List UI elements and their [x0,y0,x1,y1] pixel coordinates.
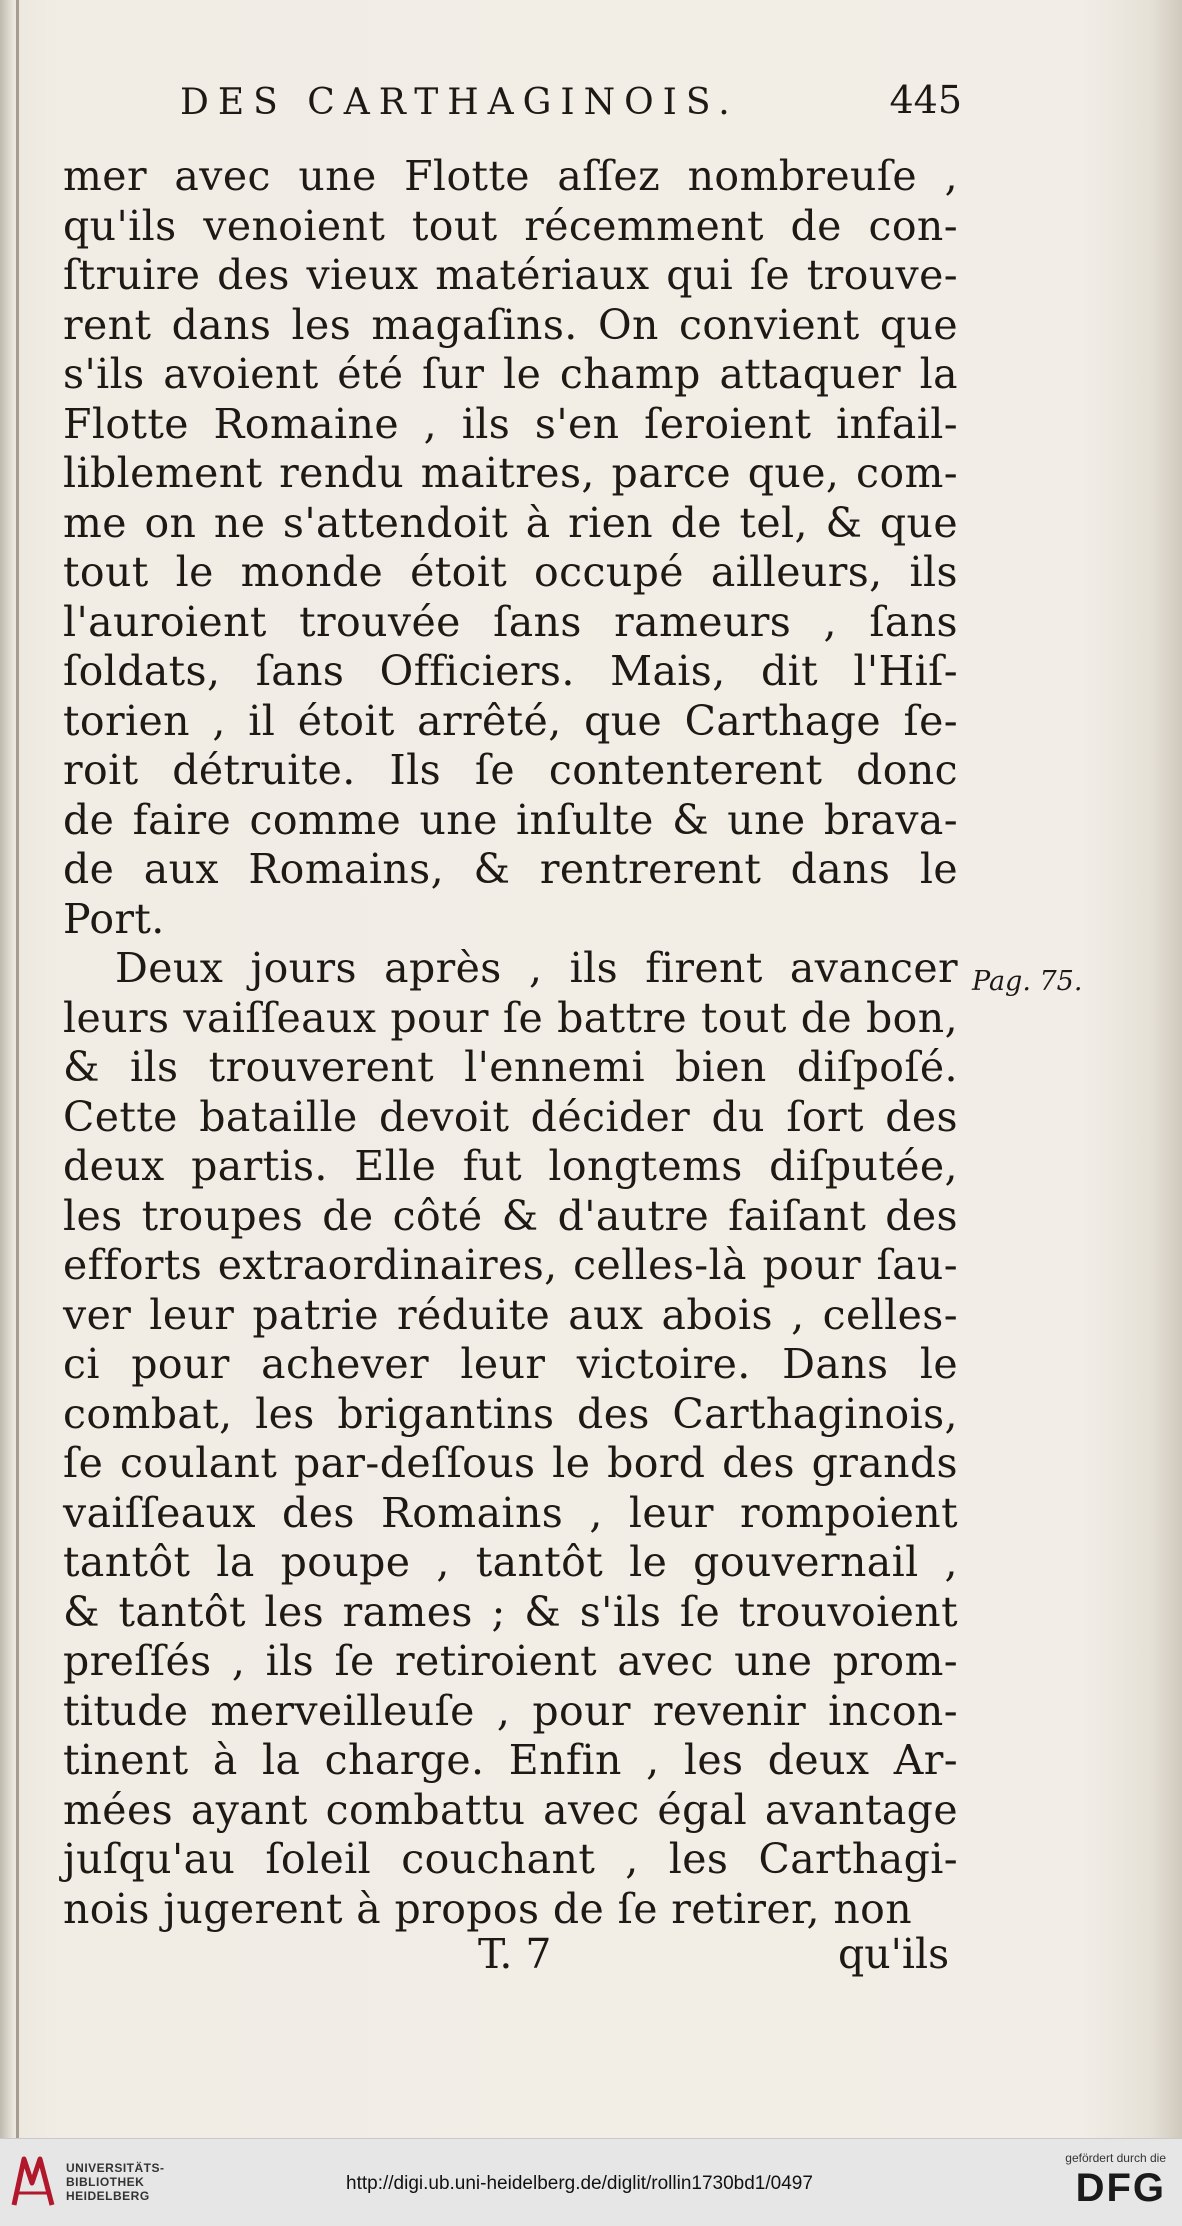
text-line: juſqu'au ſoleil couchant , les Carthagi- [63,1835,958,1883]
text-line: efforts extraordinaires, celles-là pour ſau- [63,1241,958,1289]
text-line: mées ayant combattu avec égal avantage [63,1785,958,1834]
text-line: Deux jours après , ils firent avancer [115,944,958,992]
text-body [63,152,958,1934]
text-line: titude merveilleuſe , pour revenir incon- [63,1686,958,1735]
text-line: & tantôt les rames ; & s'ils ſe trouvoient [63,1587,958,1636]
institution-line-3: HEIDELBERG [66,2189,150,2203]
text-line: ci pour achever leur victoire. Dans le [63,1340,958,1388]
text-line: ver leur patrie réduite aux abois , celles- [63,1290,958,1339]
university-seal-icon [10,2153,56,2211]
text-line: deux partis. Elle fut longtems diſputée, [63,1142,958,1190]
text-line: ſe coulant par-deſſous le bord des grands [63,1439,958,1487]
text-line: mer avec une Flotte aſſez nombreuſe , [63,152,958,200]
permalink[interactable]: http://digi.ub.uni-heidelberg.de/diglit/rollin1730bd1/0497 [346,2173,813,2194]
text-line: l'auroient trouvée ſans rameurs , ſans [63,597,958,646]
running-title: DES CARTHAGINOIS. [180,82,739,123]
institution-line-2: BIBLIOTHEK [66,2175,145,2189]
text-line: nois jugerent à propos de ſe retirer, non [63,1884,913,1933]
text-line: vaiſſeaux des Romains , leur rompoient [63,1488,958,1537]
signature-mark: T. 7 [478,1930,552,1978]
text-line: liblement rendu maitres, parce que, com- [63,449,958,497]
text-line: Cette bataille devoit décider du ſort des [63,1092,958,1141]
funding-notice [1036,2151,1166,2211]
text-line: me on ne s'attendoit à rien de tel, & que [63,498,958,547]
page-binding-edge [16,0,19,2138]
institution-name [66,2161,165,2203]
text-line: de faire comme une inſulte & une brava- [63,795,958,844]
text-line: qu'ils venoient tout récemment de con- [63,201,958,250]
running-head [180,78,980,138]
funding-text: gefördert durch die [1065,2151,1166,2165]
institution-line-1: UNIVERSITÄTS- [66,2161,165,2175]
text-line: tout le monde étoit occupé ailleurs, ils [63,548,958,596]
catch-line [0,1930,1182,1990]
text-line: de aux Romains, & rentrerent dans le [63,845,958,893]
text-line: s'ils avoient été ſur le champ attaquer la [63,350,958,398]
text-line: rent dans les magaſins. On convient que [63,300,958,349]
text-line: Port. [63,894,165,943]
text-line: ſtruire des vieux matériaux qui ſe trouve- [63,251,958,299]
text-line: combat, les brigantins des Carthaginois, [63,1389,958,1438]
text-line: preſſés , ils ſe retiroient avec une prom- [63,1637,958,1685]
text-line: roit détruite. Ils ſe contenterent donc [63,746,958,794]
text-line: les troupes de côté & d'autre faiſant des [63,1191,958,1240]
text-line: tinent à la charge. Enfin , les deux Ar- [63,1736,958,1784]
viewer-footer [0,2138,1182,2226]
page-number: 445 [889,78,962,122]
text-line: Flotte Romaine , ils s'en ſeroient infail- [63,399,958,448]
marginal-note: Pag. 75. [972,966,1083,997]
text-line: torien , il étoit arrêté, que Carthage ſe- [63,696,958,745]
text-line: & ils trouverent l'ennemi bien diſpoſé. [63,1043,958,1091]
catchword: qu'ils [838,1930,950,1978]
text-line: tantôt la poupe , tantôt le gouvernail , [63,1538,958,1586]
dfg-logo: DFG [1075,2166,1166,2210]
text-line: ſoldats, ſans Officiers. Mais, dit l'Hiſ- [63,647,958,695]
text-line: leurs vaiſſeaux pour ſe battre tout de bon, [63,993,958,1042]
